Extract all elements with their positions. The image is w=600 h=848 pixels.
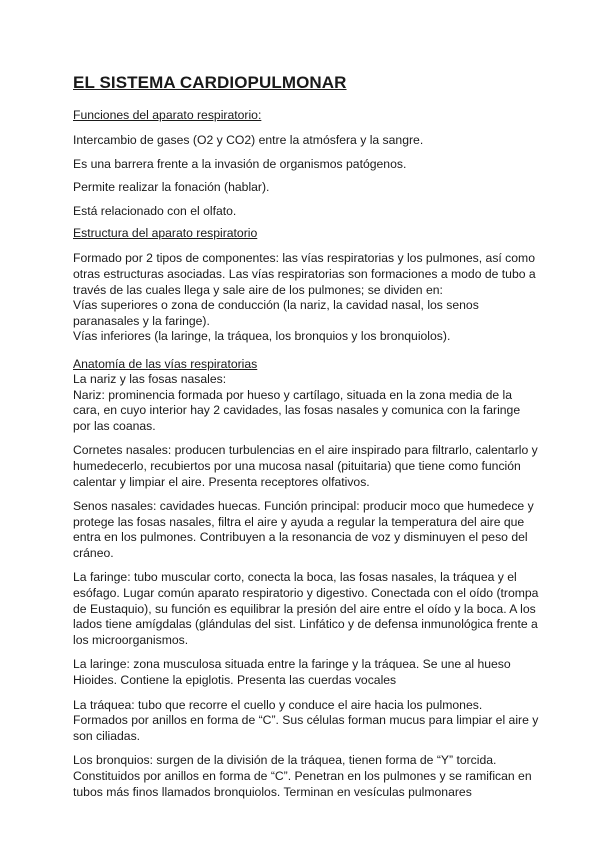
vias-inferiores: Vías inferiores (la laringe, la tráquea, los bronquios y los bronquiolos). — [73, 329, 451, 344]
document-title: EL SISTEMA CARDIOPULMONAR — [73, 73, 347, 92]
nariz-paragraph: Nariz: prominencia formada por hueso y cartílago, situada en la zona media de la cara, en cuyo interior hay 2 cavidades, las fosas nasales y comunica con la faringe por las coanas. — [73, 387, 521, 433]
funcion-item: Es una barrera frente a la invasión de organismos patógenos. — [73, 156, 407, 171]
faringe-paragraph: La faringe: tubo muscular corto, conecta la boca, las fosas nasales, la tráquea y el esófago. Lugar común aparato respiratorio y digestivo. Conectada con el oído (trompa de Eustaquio), su función es equilibrar la presión del aire entre el oído y la boca. A los lados tiene amígdalas (glándulas del sist. Linfático y de defensa inmunológica frente a los microorganismos. — [73, 570, 539, 647]
vias-superiores: Vías superiores o zona de conducción (la nariz, la cavidad nasal, los senos paranasales y la faringe). — [73, 298, 479, 328]
funciones-heading: Funciones del aparato respiratorio: — [73, 108, 262, 122]
senos-paragraph: Senos nasales: cavidades huecas. Función principal: producir moco que humedece y protege las fosas nasales, filtra el aire y ayuda a regular la temperatura del aire que entra en los pulmones. Contribuyen a la resonancia de voz y disminuyen el peso del cráneo. — [73, 499, 534, 560]
anatomia-heading: Anatomía de las vías respiratorias — [73, 356, 258, 371]
traquea-paragraph: La tráquea: tubo que recorre el cuello y conduce el aire hacia los pulmones. Formados por anillos en forma de “C”. Sus células forman mucus para limpiar el aire y son ciliadas. — [73, 697, 539, 743]
laringe-paragraph: La laringe: zona musculosa situada entre la faringe y la tráquea. Se une al hueso Hioides. Contiene la epiglotis. Presenta las cuerdas vocales — [73, 657, 511, 688]
estructura-paragraph: Formado por 2 tipos de componentes: las vías respiratorias y los pulmones, así como otras estructuras asociadas. Las vías respiratorias son formaciones a modo de tubo a través de las cuales llega y sale aire de los pulmones; se dividen en: — [73, 251, 536, 297]
cornetes-paragraph: Cornetes nasales: producen turbulencias en el aire inspirado para filtrarlo, calentarlo y humedecerlo, recubiertos por una mucosa nasal (pituitaria) que tiene como función calentar y limpiar el aire. Presenta receptores olfativos. — [73, 443, 538, 489]
funcion-item: Permite realizar la fonación (hablar). — [73, 180, 270, 195]
estructura-heading: Estructura del aparato respiratorio — [73, 226, 258, 241]
funcion-item: Intercambio de gases (O2 y CO2) entre la atmósfera y la sangre. — [73, 133, 424, 147]
funcion-item: Está relacionado con el olfato. — [73, 203, 237, 218]
bronquios-paragraph: Los bronquios: surgen de la división de la tráquea, tienen forma de “Y” torcida. Constituidos por anillos en forma de “C”. Penetran en los pulmones y se ramifican en tubos más finos llamados bronquiolos. Terminan en vesículas pulmonares — [73, 753, 532, 799]
anatomia-subheading: La nariz y las fosas nasales: — [73, 371, 227, 386]
